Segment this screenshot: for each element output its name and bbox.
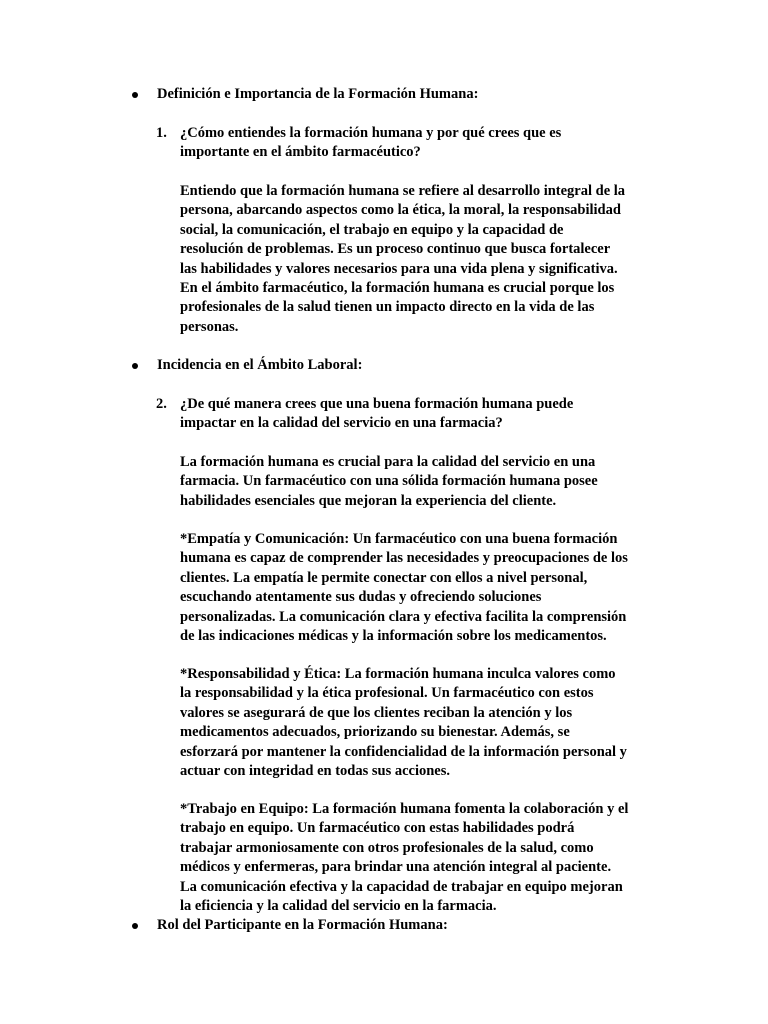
answer-paragraph: *Responsabilidad y Ética: La formación humana inculca valores como la responsabilidad y la ética profesional. Un farmacéutico con estos valores se asegurará de que los clientes reciban la atención y los medicamentos adecuados, priorizando su bienestar. Además, se esforzará por mantener la confidencialidad de la información personal y actuar con integridad en todas sus acciones. [180,666,627,780]
question-text: ¿Cómo entiendes la formación humana y por qué crees que es importante en el ámbito farmacéutico? [180,125,562,161]
answer-paragraph: *Empatía y Comunicación: Un farmacéutico con una buena formación humana es capaz de comprender las necesidades y preocupaciones de los clientes. La empatía le permite conectar con ellos a nivel personal, escuchando atentamente sus dudas y ofreciendo soluciones personalizadas. La comunicación clara y efectiva facilita la comprensión de las indicaciones médicas y la información sobre los medicamentos. [180,531,628,645]
question-number: 1. [156,125,167,141]
question-text: ¿De qué manera crees que una buena formación humana puede impactar en la calidad del servicio en una farmacia? [180,396,574,432]
bullet-icon [132,923,138,929]
bullet-icon [132,363,138,369]
answer-paragraph: La formación humana es crucial para la calidad del servicio en una farmacia. Un farmacéutico con una sólida formación humana posee habilidades esenciales que mejoran la experiencia del cliente. [180,454,598,509]
bullet-icon [132,92,138,98]
section-heading-text: Rol del Participante en la Formación Humana: [157,917,448,933]
question-number: 2. [156,396,167,412]
section-heading-text: Incidencia en el Ámbito Laboral: [157,357,363,373]
answer-paragraph: *Trabajo en Equipo: La formación humana fomenta la colaboración y el trabajo en equipo. Un farmacéutico con estas habilidades podrá trabajar armoniosamente con otros profesionales de la salud, como médicos y enfermeras, para brindar una atención integral al paciente. La comunicación efectiva y la capacidad de trabajar en equipo mejoran la eficiencia y la calidad del servicio en la farmacia. [180,801,629,915]
section-heading-text: Definición e Importancia de la Formación Humana: [157,86,479,102]
answer-paragraph: Entiendo que la formación humana se refiere al desarrollo integral de la persona, abarcando aspectos como la ética, la moral, la responsabilidad social, la comunicación, el trabajo en equipo y la capacidad de resolución de problemas. Es un proceso continuo que busca fortalecer las habilidades y valores necesarios para una vida plena y significativa. En el ámbito farmacéutico, la formación humana es crucial porque los profesionales de la salud tienen un impacto directo en la vida de las personas. [180,183,626,335]
